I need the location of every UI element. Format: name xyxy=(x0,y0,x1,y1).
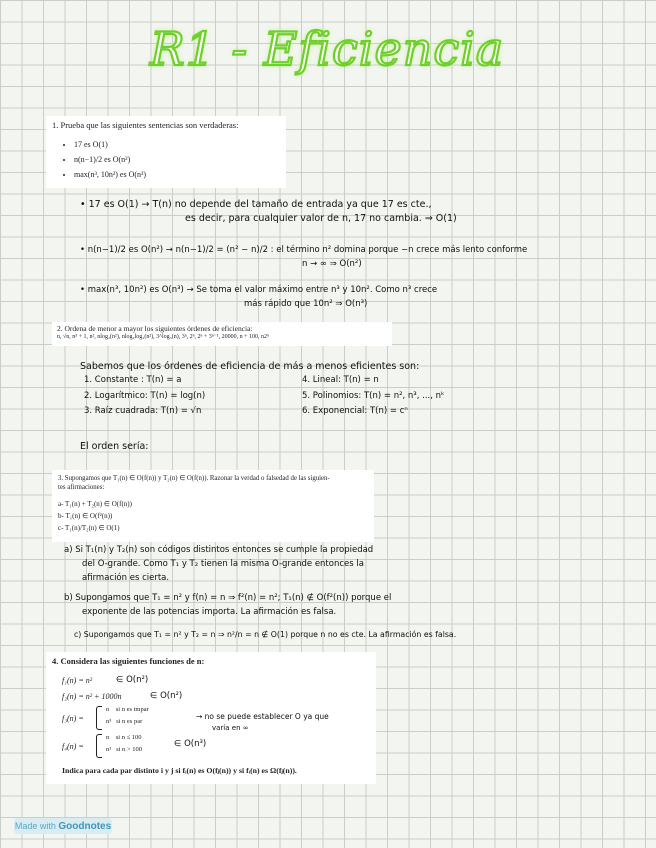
question-2-heading: 2. Ordena de menor a mayor los siguientes órdenes de eficiencia: xyxy=(57,324,253,333)
answer-3a-line-2: del O-grande. Como T₁ y T₂ tienen la misma O-grande entonces la xyxy=(82,559,364,569)
function-f3-case-1: n si n es impar xyxy=(106,706,149,713)
question-3-heading-cont: tes afirmaciones: xyxy=(58,484,105,491)
function-f4-case-2: n³ si n > 100 xyxy=(106,746,142,753)
answer-3c-line-1: c) Supongamos que T₁ = n² y T₂ = n ⇒ n²/n = n ∉ O(1) porque n no es cte. La afirmación es falsa. xyxy=(74,630,457,639)
question-3-card xyxy=(52,470,374,542)
answer-3b-line-1: b) Supongamos que T₁ = n² y f(n) = n ⇒ f²(n) = n²; T₁(n) ∉ O(f²(n)) porque el xyxy=(64,593,392,603)
function-f1-note: ∈ O(n²) xyxy=(116,675,149,685)
efficiency-linear: 4. Lineal: T(n) = n xyxy=(302,375,379,385)
list-item: • 17 es O(1) xyxy=(74,137,280,152)
list-item: a- T₁(n) + T₂(n) ∈ O(f(n)) xyxy=(58,500,132,508)
answer-2-intro: Sabemos que los órdenes de eficiencia de más a menos eficientes son: xyxy=(80,361,420,372)
function-f4-brace xyxy=(96,734,102,758)
function-f3-note: → no se puede establecer O ya que xyxy=(196,712,329,721)
question-1-card xyxy=(46,116,286,188)
question-4-card xyxy=(46,652,376,784)
function-f3-label: f₃(n) = xyxy=(62,714,84,723)
function-f3-note-2: varía en ∞ xyxy=(212,724,249,732)
efficiency-square-root: 3. Raíz cuadrada: T(n) = √n xyxy=(84,406,202,416)
list-item: • max(n³, 10n²) es O(n³) xyxy=(74,167,280,182)
function-f3-brace xyxy=(96,706,102,730)
question-1-heading: 1. Prueba que las siguientes sentencias son verdaderas: xyxy=(52,120,239,130)
question-2-list: n, √n, n³ + 1, n², nlog₂(n²), nlog₂log₂(n²), 3^log₃(n), 3ⁿ, 2ⁿ, 2ⁿ + 3ⁿ⁻¹, 20000, n + 100, n2ⁿ xyxy=(57,334,269,340)
function-f2-note: ∈ O(n²) xyxy=(150,691,183,701)
answer-3a-line-1: a) Si T₁(n) y T₂(n) son códigos distintos entonces se cumple la propiedad xyxy=(64,545,374,555)
function-f2: f₂(n) = n² + 1000n xyxy=(62,692,122,701)
page-title: R1 - Eficiencia xyxy=(150,22,505,76)
answer-3-line-2: más rápido que 10n² ⇒ O(n³) xyxy=(244,299,368,309)
goodnotes-watermark xyxy=(14,818,112,834)
order-label: El orden sería: xyxy=(80,441,149,452)
question-4-heading: 4. Considera las siguientes funciones de n: xyxy=(52,656,205,666)
answer-3-line-1: • max(n³, 10n²) es O(n³) → Se toma el valor máximo entre n³ y 10n². Como n³ crece xyxy=(80,285,438,295)
question-3-list xyxy=(58,498,368,534)
question-3-heading: 3. Supongamos que T₁(n) ∈ O(f(n)) y T₂(n) ∈ O(f(n)). Razonar la verdad o falsedad de las siguien- xyxy=(58,475,330,482)
efficiency-polynomial: 5. Polinomios: T(n) = n², n³, ..., nᵏ xyxy=(302,391,445,401)
efficiency-constant: 1. Constante : T(n) = a xyxy=(84,375,182,385)
efficiency-exponential: 6. Exponencial: T(n) = cⁿ xyxy=(302,406,408,416)
function-f4-case-1: n si n ≤ 100 xyxy=(106,734,142,741)
watermark-brand: Goodnotes xyxy=(58,821,112,832)
answer-2-line-2: n → ∞ ⇒ O(n²) xyxy=(302,259,362,269)
list-item: • n(n−1)/2 es O(n²) xyxy=(74,152,280,167)
function-f4-note: ∈ O(n³) xyxy=(174,739,207,749)
answer-3a-line-3: afirmación es cierta. xyxy=(82,573,170,583)
answer-3b-line-2: exponente de las potencias importa. La afirmación es falsa. xyxy=(82,607,337,617)
watermark-prefix: Made with xyxy=(14,821,56,831)
question-2-card xyxy=(52,322,392,346)
list-item: b- T₁(n) ∈ O(f²(n)) xyxy=(58,512,113,520)
answer-1-line-2: es decir, para cualquier valor de n, 17 no cambia. ⇒ O(1) xyxy=(185,213,457,224)
function-f3-case-2: n³ si n es par xyxy=(106,718,143,725)
function-f1: f₁(n) = n² xyxy=(62,676,93,685)
answer-1-line-1: • 17 es O(1) → T(n) no depende del tamaño de entrada ya que 17 es cte., xyxy=(80,199,432,210)
answer-2-line-1: • n(n−1)/2 es O(n²) → n(n−1)/2 = (n² − n)/2 : el término n² domina porque −n crece más lento conforme xyxy=(80,245,528,255)
efficiency-logarithmic: 2. Logarítmico: T(n) = log(n) xyxy=(84,391,206,401)
question-4-footer: Indica para cada par distinto i y j si fᵢ(n) es O(fⱼ(n)) y si fᵢ(n) es Ω(fⱼ(n)). xyxy=(62,766,297,775)
question-1-list xyxy=(52,137,280,182)
list-item: c- T₁(n)/T₂(n) ∈ O(1) xyxy=(58,524,120,532)
function-f4-label: f₄(n) = xyxy=(62,742,84,751)
